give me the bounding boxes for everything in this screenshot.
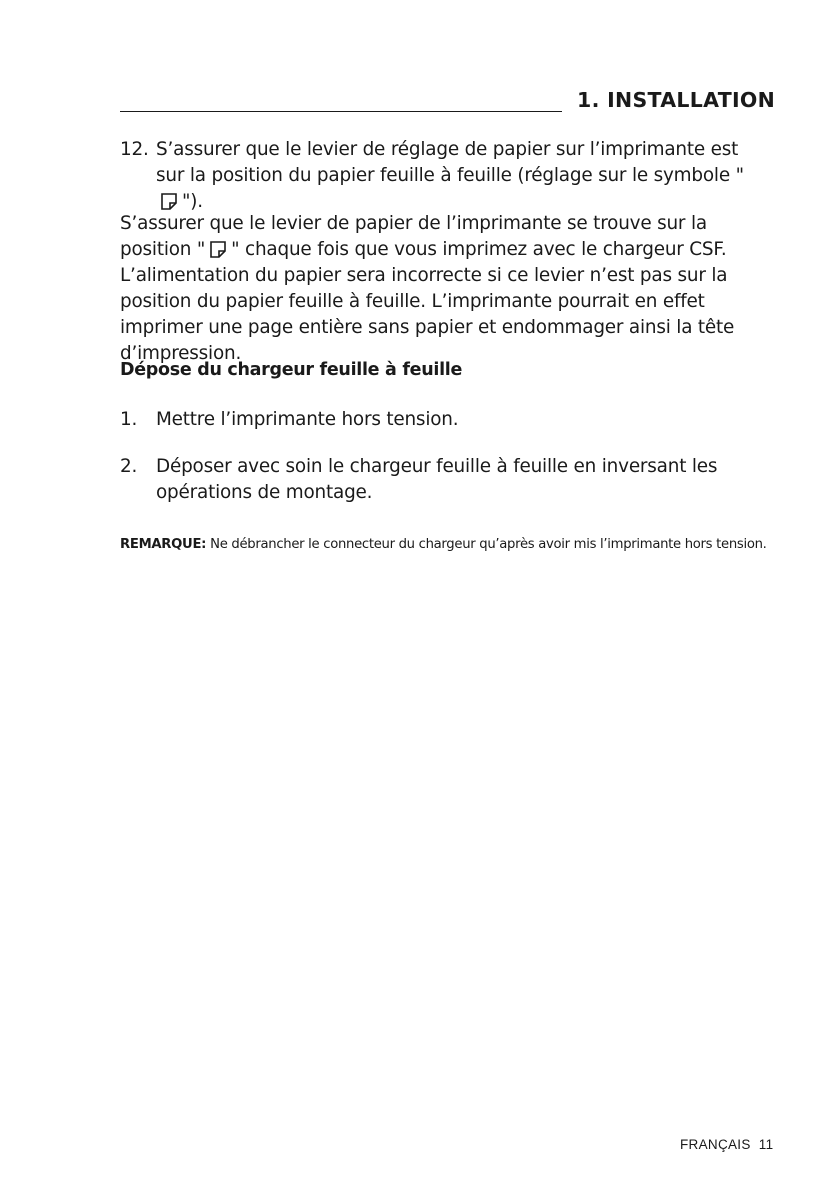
paragraph-lever-warning: S’assurer que le levier de papier de l’imprimante se trouve sur la position " " chaque fois que vous imprimez avec le chargeur CSF. L’alimentation du papier sera incorrecte si ce levier n’est pas sur la position du papier feuille à feuille. L’imprimante pourrait en effet imprimer une page entière sans papier et endommager ainsi la tête d’impression. <box>120 213 735 364</box>
header-rule <box>120 111 562 112</box>
sheet-paper-symbol-icon <box>209 240 227 259</box>
remark-text: Ne débrancher le connecteur du chargeur qu’après avoir mis l’imprimante hors tension. <box>210 537 767 552</box>
section-title: 1. INSTALLATION <box>577 88 776 112</box>
item-text: S’assurer que le levier de réglage de papier sur l’imprimante est sur la position du papier feuille à feuille (réglage sur le symbole ""). <box>156 139 744 212</box>
step-text: Mettre l’imprimante hors tension. <box>156 409 459 430</box>
remark-label: REMARQUE: <box>120 537 207 552</box>
page-number: 11 <box>758 1137 774 1152</box>
item-number: 12. <box>120 139 149 160</box>
numbered-item-12 <box>120 137 760 215</box>
step-number: 2. <box>120 456 138 477</box>
step-text: Déposer avec soin le chargeur feuille à feuille en inversant les opérations de montage. <box>156 456 718 503</box>
step-item-2 <box>120 454 760 506</box>
sheet-paper-symbol-icon <box>160 192 178 211</box>
footer-language: FRANÇAIS <box>680 1137 751 1152</box>
page-footer <box>680 1137 773 1152</box>
step-number: 1. <box>120 409 138 430</box>
remark-note <box>120 532 780 558</box>
step-item-1 <box>120 407 760 433</box>
section-heading: Dépose du chargeur feuille à feuille <box>120 360 463 380</box>
